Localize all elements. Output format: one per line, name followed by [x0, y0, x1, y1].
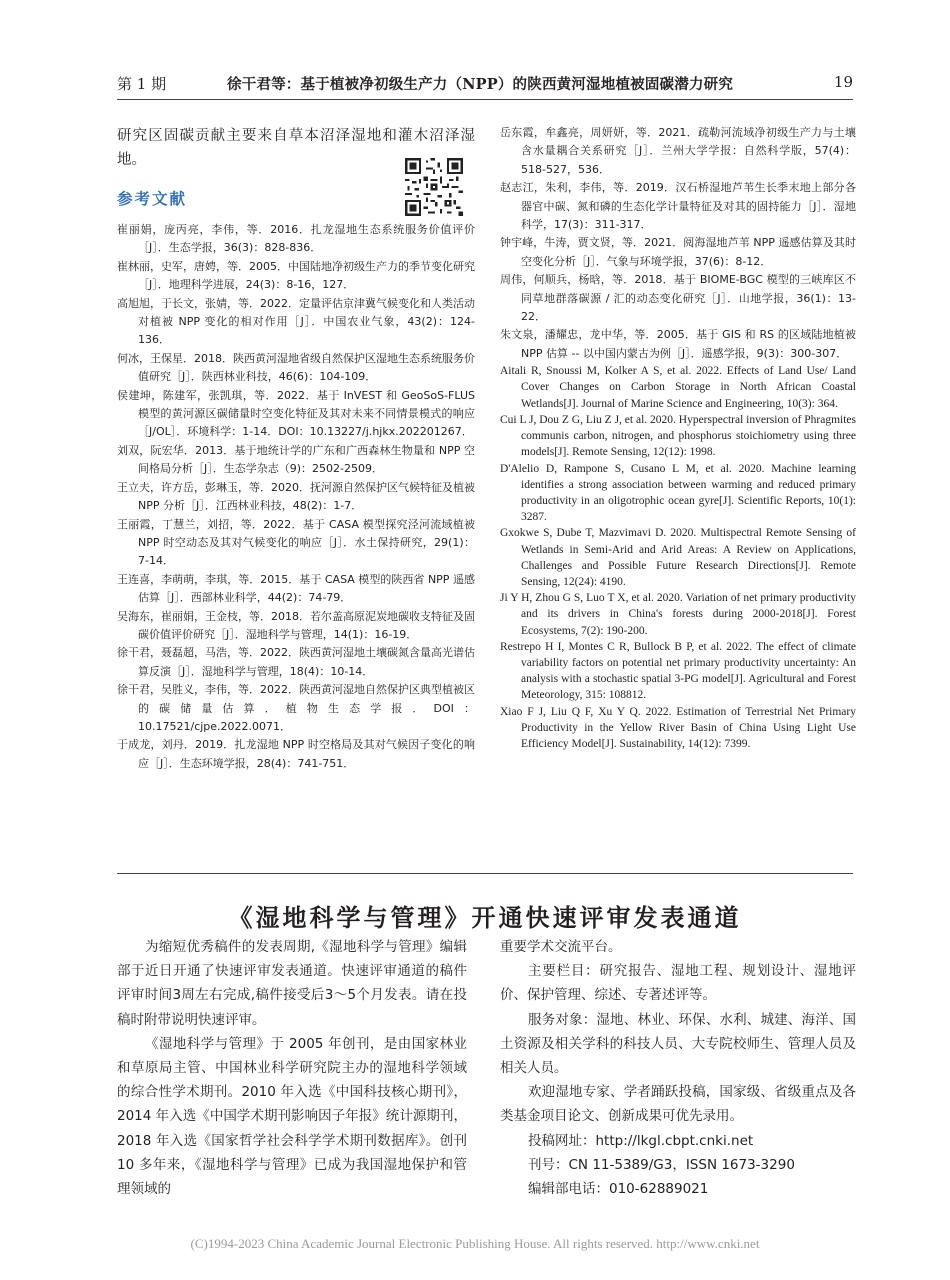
- reference-item: Restrepo H I, Montes C R, Bullock B P, et al. 2022. The effect of climate variability factors on potential net primary productivity uncertainty: An analysis with a stochastic spatial 3-PG model[J]. Agricultural and Forest Meteorology, 315: 108812.: [500, 640, 856, 702]
- reference-item: 王连喜，李萌萌，李琪，等．2015．基于 CASA 模型的陕西省 NPP 遥感估算［J］．西部林业科学，44(2)：74-79．: [117, 572, 475, 605]
- reference-item: 崔丽娟，庞丙亮，李伟，等．2016．扎龙湿地生态系统服务价值评价［J］．生态学报，36(3)：828-836．: [117, 223, 475, 255]
- notice-paragraph: 为缩短优秀稿件的发表周期,《湿地科学与管理》编辑部于近日开通了快速评审发表通道。快速评审通道的稿件评审时间3周左右完成,稿件接受后3～5个月发表。请在投稿时附带说明快速评审。: [117, 939, 467, 1028]
- running-title: 徐干君等：基于植被净初级生产力（NPP）的陕西黄河湿地植被固碳潜力研究: [227, 76, 734, 93]
- reference-item: 徐干君，吴胜义，李伟，等．2022．陕西黄河湿地自然保护区典型植被区的碳储量估算．植物生态学报．DOI：10.17521/cjpe.2022.0071．: [117, 683, 475, 733]
- reference-item: 刘双，阮宏华．2013．基于地统计学的广东和广西森林生物量和 NPP 空间格局分析［J］．生态学杂志（9)：2502-2509．: [117, 443, 475, 476]
- reference-item: 王丽霞，丁慧兰，刘招，等．2022．基于 CASA 模型探究泾河流域植被 NPP 时空动态及其对气候变化的响应［J］．水土保持研究，29(1)：7-14．: [117, 517, 475, 568]
- notice-paragraph: 欢迎湿地专家、学者踊跃投稿，国家级、省级重点及各类基金项目论文、创新成果可优先录用。: [500, 1084, 856, 1125]
- reference-item: 于成龙，刘丹．2019．扎龙湿地 NPP 时空格局及其对气候因子变化的响应［J］．生态环境学报，28(4)：741-751．: [117, 738, 475, 770]
- notice-title: 《湿地科学与管理》开通快速评审发表通道: [228, 903, 742, 932]
- reference-item: D'Alelio D, Rampone S, Cusano L M, et al. 2020. Machine learning identifies a strong association between warming and reduced primary productivity in an oligotrophic ocean gyre[J]. Scientific Reports, 10(1): 3287.: [500, 462, 856, 524]
- reference-item: 侯建坤，陈建军，张凯琪，等．2022．基于 InVEST 和 GeoSoS-FLUS 模型的黄河源区碳储量时空变化特征及其对未来不同情景模式的响应［J/OL］．环境科学：1-14．DOI：10.13227/j.hjkx.202201267．: [117, 388, 475, 439]
- issue-number: 第 1 期: [117, 75, 167, 93]
- reference-item: 高旭旭，于长文，张婧，等．2022．定量评估京津冀气候变化和人类活动对植被 NPP 变化的相对作用［J］．中国农业气象，43(2)：124-136．: [117, 296, 475, 347]
- submission-url: 投稿网址：http://lkgl.cbpt.cnki.net: [528, 1132, 754, 1149]
- reference-item: 周伟，何顺兵，杨晗，等．2018．基于 BIOME-BGC 模型的三峡库区不同草地群落碳源 / 汇的动态变化研究［J］．山地学报，36(1)：13-22．: [500, 273, 856, 324]
- notice-paragraph: 主要栏目：研究报告、湿地工程、规划设计、湿地评价、保护管理、综述、专著述评等。: [500, 963, 856, 1004]
- reference-item: Ji Y H, Zhou G S, Luo T X, et al. 2020. Variation of net primary productivity and its drivers in China's forests during 2000-2018[J]. Forest Ecosystems, 7(2): 190-200.: [500, 592, 856, 637]
- reference-item: Cui L J, Dou Z G, Liu Z J, et al. 2020. Hyperspectral inversion of Phragmites communis carbon, nitrogen, and phosphorus stoichiometry using three models[J]. Remote Sensing, 12(12): 1998.: [500, 413, 857, 459]
- notice-paragraph: 重要学术交流平台。: [500, 939, 622, 955]
- section-divider: [117, 873, 853, 874]
- reference-item: 钟宇峰，牛涛，贾文贤，等．2021．阅海湿地芦苇 NPP 遥感估算及其时空变化分析［J］．气象与环境学报，37(6)：8-12．: [500, 236, 856, 268]
- reference-item: 王立夫，许方岳，彭琳玉，等．2020．抚河源自然保护区气候特征及植被 NPP 分析［J］．江西林业科技，48(2)：1-7．: [117, 480, 475, 513]
- references-heading: 参考文献: [117, 190, 188, 208]
- reference-item: Aitali R, Snoussi M, Kolker A S, et al. 2022. Effects of Land Use/ Land Cover Changes on Carbon Storage in North African Coastal Wetlands[J]. Journal of Marine Science and Engineering, 10(3): 364.: [500, 365, 856, 410]
- reference-item: Gxokwe S, Dube T, Mazvimavi D. 2020. Multispectral Remote Sensing of Wetlands in Semi-Arid and Arid Areas: A Review on Applications, Challenges and Possible Future Research Directions[J]. Remote Sensing, 12(24): 4190.: [500, 527, 856, 588]
- body-paragraph: 研究区固碳贡献主要来自草本沼泽湿地和灌木沼泽湿地。: [117, 128, 475, 168]
- reference-item: 朱文泉，潘耀忠，龙中华，等．2005．基于 GIS 和 RS 的区域陆地植被 NPP 估算 -- 以中国内蒙古为例［J］．遥感学报，9(3)：300-307．: [500, 328, 856, 360]
- qr-code-icon: [404, 158, 464, 216]
- header-rule: [117, 99, 853, 100]
- reference-item: 徐干君，聂磊超，马浩，等．2022．陕西黄河湿地土壤碳氮含量高光谱估算反演［J］．湿地科学与管理，18(4)：10-14．: [117, 646, 475, 678]
- reference-item: 何冰，王保星．2018．陕西黄河湿地省级自然保护区湿地生态系统服务价值研究［J］．陕西林业科技，46(6)：104-109．: [117, 351, 475, 384]
- copyright-footer: (C)1994-2023 China Academic Journal Electronic Publishing House. All rights reserved. http://www.cnki.net: [190, 1236, 760, 1251]
- notice-paragraph: 服务对象：湿地、林业、环保、水利、城建、海洋、国土资源及相关学科的科技人员、大专院校师生、管理人员及相关人员。: [500, 1011, 856, 1077]
- page-number: 19: [833, 73, 853, 91]
- notice-paragraph: 《湿地科学与管理》于 2005 年创刊，是由国家林业和草原局主管、中国林业科学研究院主办的湿地科学领域的综合性学术期刊。2010 年入选《中国科技核心期刊》，2014 年入选《中国学术期刊影响因子年报》统计源期刊，2018 年入选《国家哲学社会科学学术期刊数据库》。创刊 10 多年来，《湿地科学与管理》已成为我国湿地保护和管理领域的: [117, 1035, 467, 1198]
- references-list-left: [117, 221, 475, 773]
- reference-item: 赵志江，朱利，李伟，等．2019．汉石桥湿地芦苇生长季末地上部分各器官中碳、氮和磷的生态化学计量特征及对其的固持能力［J］．湿地科学，17(3)：311-317．: [500, 181, 856, 232]
- notice-left-column: [117, 935, 467, 1201]
- journal-issn: 刊号：CN 11-5389/G3，ISSN 1673-3290: [528, 1156, 795, 1173]
- references-list-right: [500, 124, 856, 752]
- reference-item: 岳东霞，牟鑫亮，周妍妍，等．2021．疏勒河流域净初级生产力与土壤含水量耦合关系研究［J］．兰州大学学报：自然科学版，57(4)：518-527，536．: [500, 126, 856, 176]
- notice-right-column: [500, 935, 856, 1201]
- reference-item: 崔林丽，史军，唐娉，等．2005．中国陆地净初级生产力的季节变化研究［J］．地理科学进展，24(3)：8-16，127．: [117, 259, 475, 292]
- editorial-phone: 编辑部电话：010-62889021: [528, 1181, 709, 1198]
- reference-item: 吴海东，崔丽娟，王金枝，等．2018．若尔盖高原泥炭地碳收支特征及固碳价值评价研究［J］．湿地科学与管理，14(1)：16-19．: [117, 609, 475, 641]
- reference-item: Xiao F J, Liu Q F, Xu Y Q. 2022. Estimation of Terrestrial Net Primary Productivity in the Yellow River Basin of China Using Light Use Efficiency Model[J]. Sustainability, 14(12): 7399.: [500, 705, 856, 750]
- running-header: [117, 73, 853, 95]
